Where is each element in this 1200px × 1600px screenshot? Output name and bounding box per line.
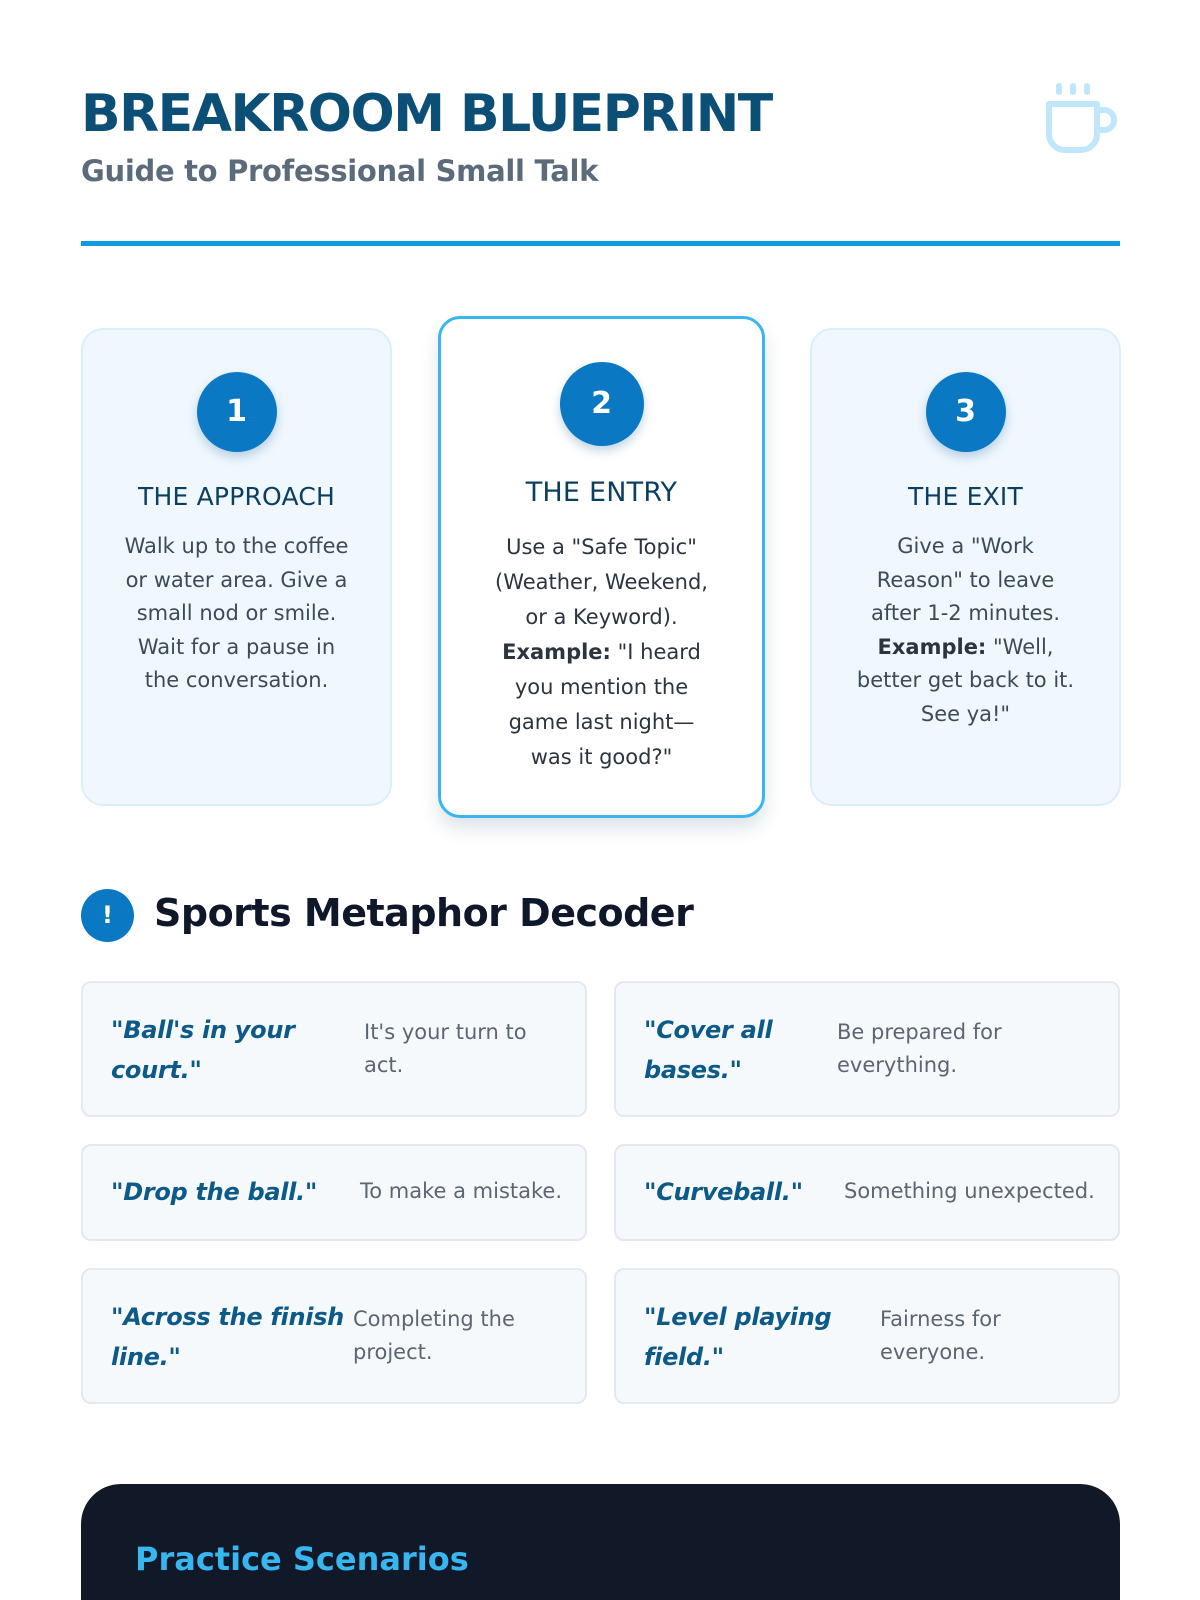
- step-title: THE EXIT: [908, 482, 1023, 511]
- metaphor-phrase: "Ball's in your court.": [111, 1016, 295, 1084]
- coffee-cup-icon: [1044, 82, 1120, 156]
- metaphor-phrase: "Level playing field.": [644, 1303, 832, 1371]
- step-description: Walk up to the coffee or water area. Give a small nod or smile. Wait for a pause in the conversation.: [124, 534, 349, 692]
- alert-icon: !: [81, 889, 134, 942]
- step-card-approach: [81, 328, 392, 806]
- step-title: THE ENTRY: [525, 477, 678, 508]
- practice-panel: [81, 1484, 1120, 1600]
- section-title-decoder: Sports Metaphor Decoder: [154, 891, 694, 935]
- metaphor-phrase: "Cover all bases.": [644, 1016, 773, 1084]
- metaphor-card: [81, 981, 587, 1117]
- step-number-badge: 3: [926, 372, 1006, 452]
- step-number-badge: 1: [197, 372, 277, 452]
- metaphor-card: [81, 1268, 587, 1404]
- page-title: BREAKROOM BLUEPRINT: [81, 84, 772, 144]
- metaphor-meaning: It's your turn to act.: [364, 1020, 527, 1077]
- step-card-exit: [810, 328, 1121, 806]
- metaphor-meaning: Fairness for everyone.: [880, 1307, 1001, 1364]
- example-label: Example:: [877, 634, 987, 659]
- metaphor-meaning: Completing the project.: [353, 1307, 515, 1364]
- header-divider: [81, 241, 1120, 246]
- metaphor-phrase: "Drop the ball.": [111, 1178, 318, 1206]
- page-header: [81, 84, 1120, 188]
- metaphor-card: [614, 1144, 1120, 1241]
- metaphor-phrase: "Across the finish line.": [111, 1303, 344, 1371]
- practice-title: Practice Scenarios: [135, 1540, 469, 1578]
- metaphor-card: [614, 981, 1120, 1117]
- page-subtitle: Guide to Professional Small Talk: [81, 154, 599, 188]
- metaphor-meaning: Something unexpected.: [844, 1179, 1095, 1203]
- step-description: Use a "Safe Topic" (Weather, Weekend, or a Keyword). Example: "I heard you mention the game last night— was it good?": [495, 535, 708, 769]
- step-title: THE APPROACH: [138, 482, 335, 511]
- step-card-entry: [438, 316, 765, 818]
- metaphor-meaning: Be prepared for everything.: [837, 1020, 1002, 1077]
- metaphor-card: [81, 1144, 587, 1241]
- metaphor-card: [614, 1268, 1120, 1404]
- step-description: Give a "Work Reason" to leave after 1-2 minutes. Example: "Well, better get back to it. See ya!": [856, 534, 1075, 726]
- metaphor-meaning: To make a mistake.: [360, 1179, 563, 1203]
- example-label: Example:: [502, 640, 611, 664]
- step-number-badge: 2: [560, 362, 644, 446]
- metaphor-phrase: "Curveball.": [644, 1178, 803, 1206]
